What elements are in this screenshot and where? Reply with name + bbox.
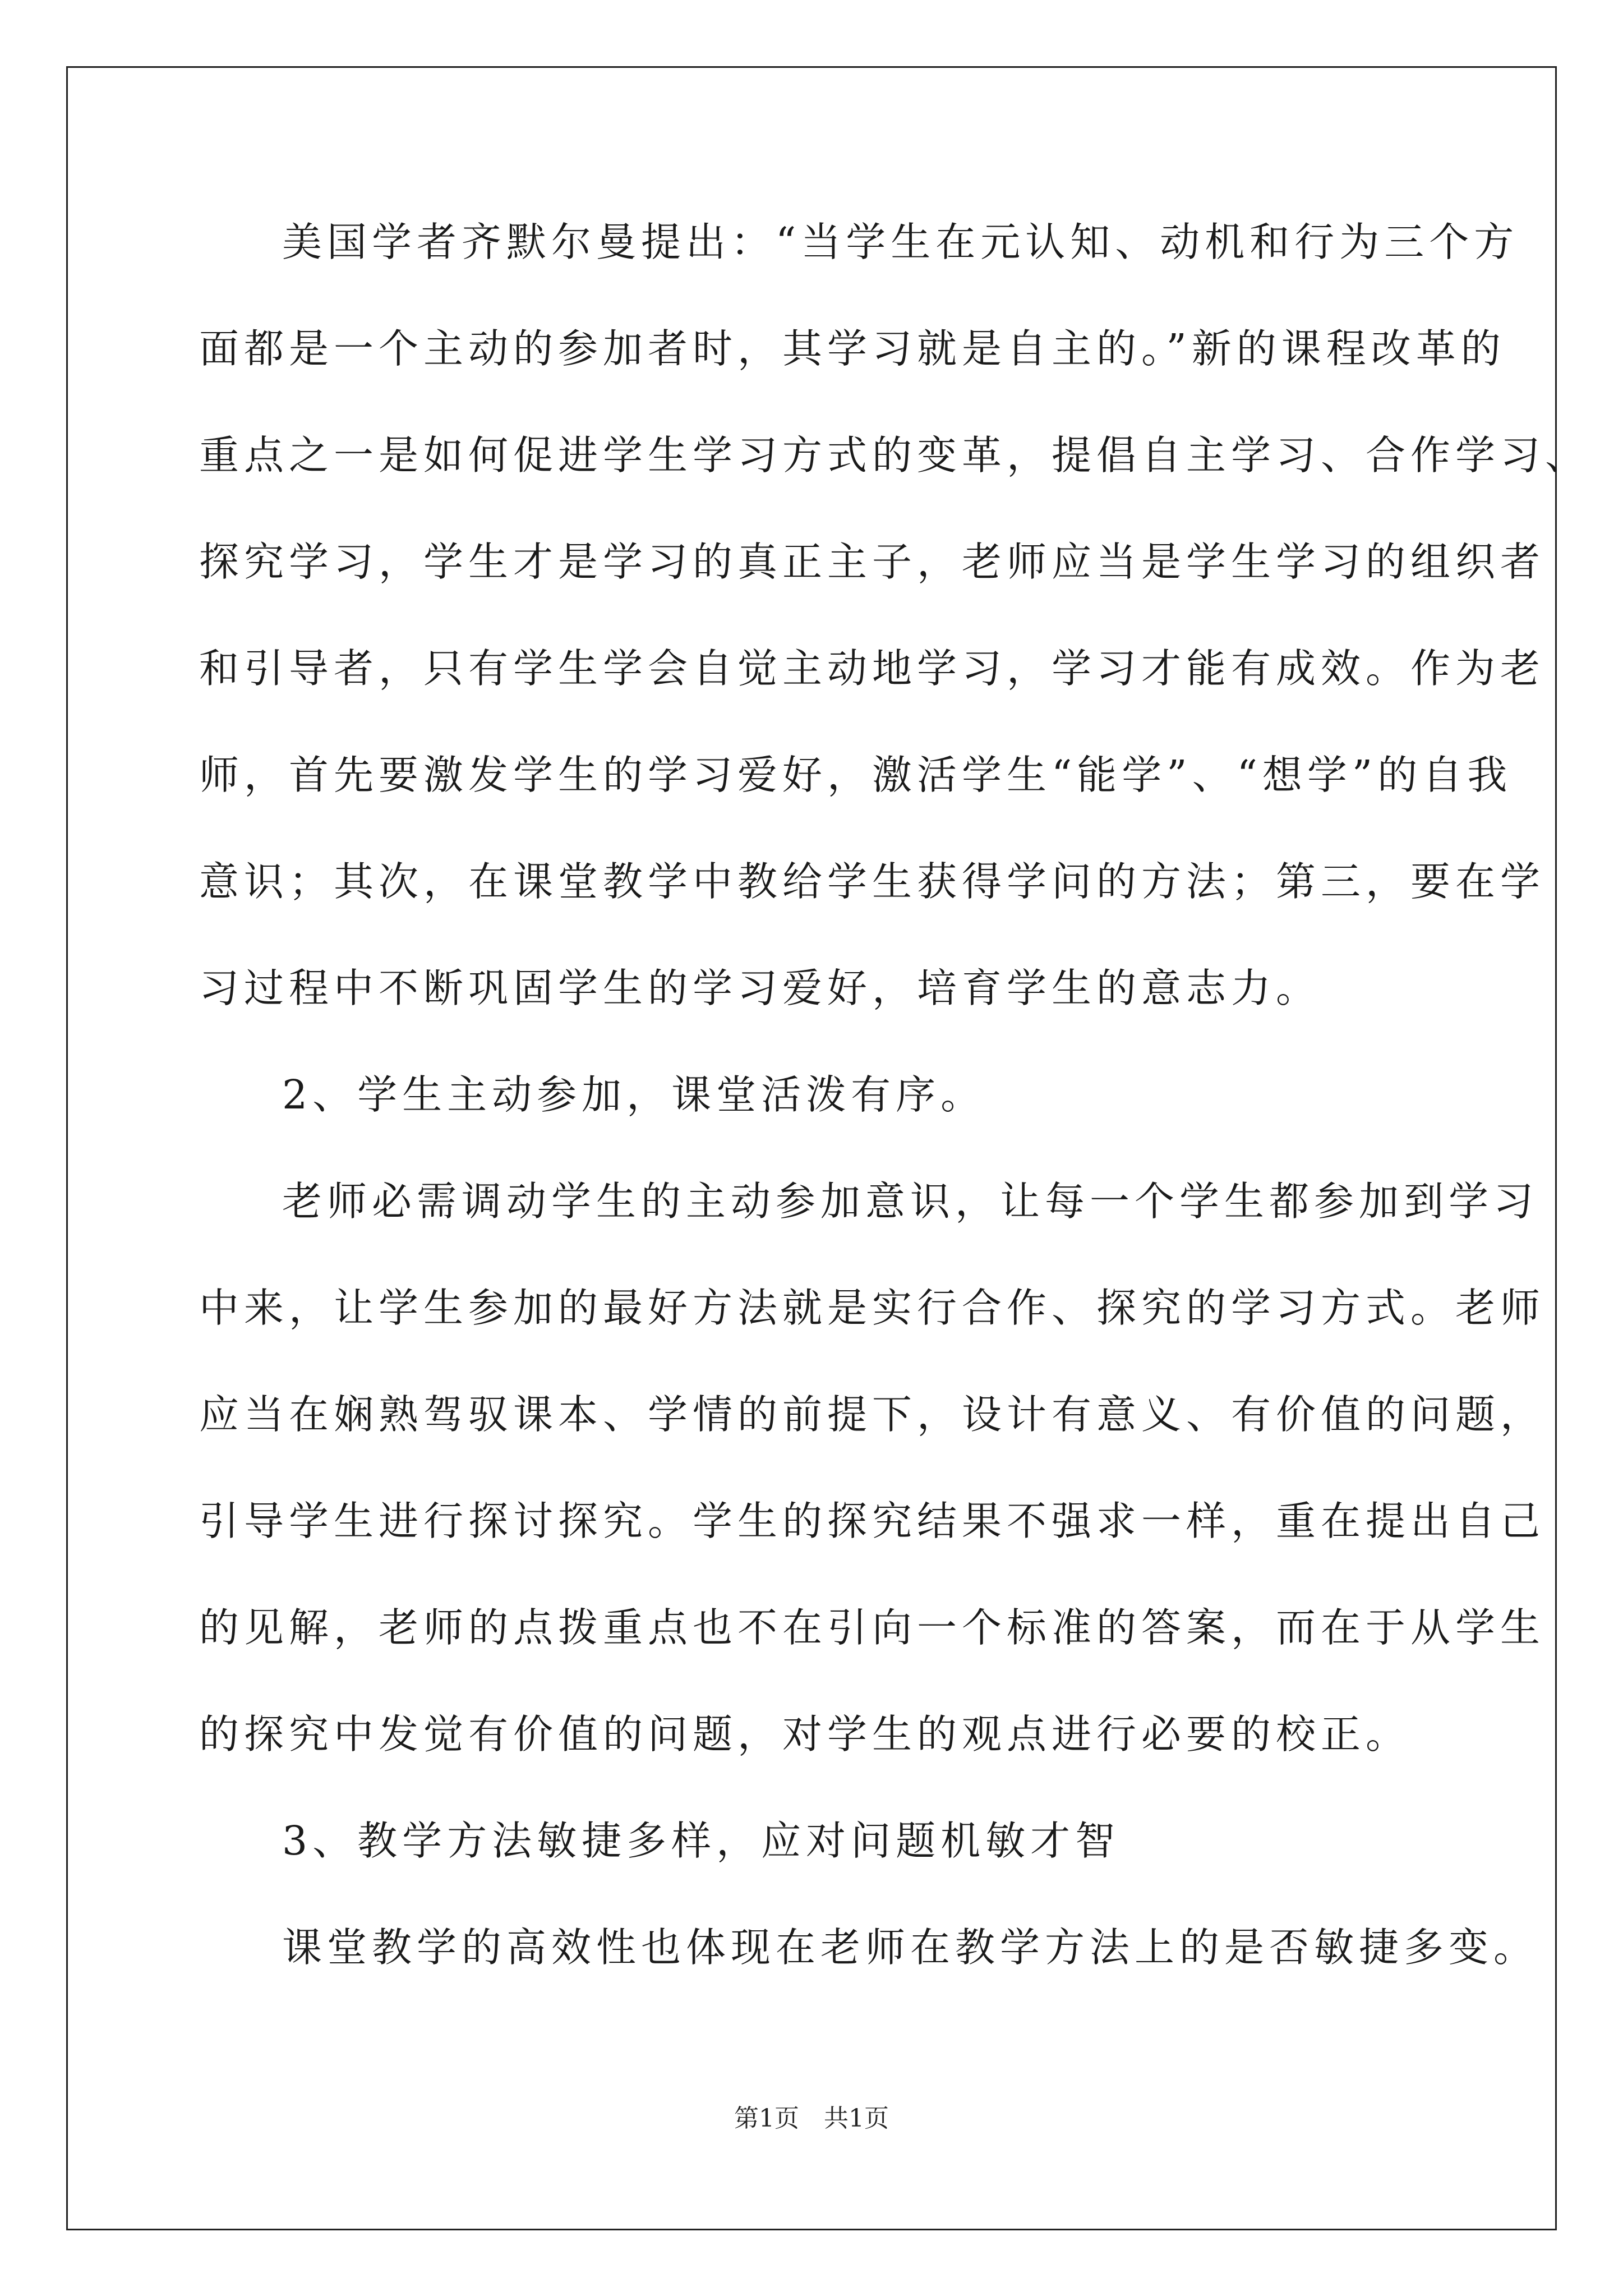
paragraph-1-line-6: 师，首先要激发学生的学习爱好，激活学生“能学”、“想学”的自我 — [199, 752, 1513, 798]
paragraph-1-line-7: 意识；其次，在课堂教学中教给学生获得学问的方法；第三，要在学 — [199, 858, 1546, 905]
page-footer: 第1页 共1页 — [734, 2104, 889, 2133]
section-heading-3: 3、教学方法敏捷多样，应对问题机敏才智 — [282, 1818, 1121, 1864]
paragraph-1-line-8: 习过程中不断巩固学生的学习爱好，培育学生的意志力。 — [199, 965, 1321, 1011]
page-border — [66, 66, 1557, 2230]
paragraph-1-line-5: 和引导者，只有学生学会自觉主动地学习，学习才能有成效。作为老 — [199, 645, 1546, 692]
paragraph-1-line-2: 面都是一个主动的参加者时，其学习就是自主的。”新的课程改革的 — [199, 325, 1506, 372]
paragraph-2-line-6: 的探究中发觉有价值的问题，对学生的观点进行必要的校正。 — [199, 1711, 1411, 1757]
paragraph-2-line-2: 中来，让学生参加的最好方法就是实行合作、探究的学习方式。老师 — [199, 1285, 1546, 1331]
section-heading-2: 2、学生主动参加，课堂活泼有序。 — [282, 1071, 986, 1118]
paragraph-2-line-5: 的见解，老师的点拨重点也不在引向一个标准的答案，而在于从学生 — [199, 1604, 1546, 1651]
paragraph-2-line-4: 引导学生进行探讨探究。学生的探究结果不强求一样，重在提出自己 — [199, 1498, 1546, 1544]
paragraph-2-line-1: 老师必需调动学生的主动参加意识，让每一个学生都参加到学习 — [282, 1178, 1539, 1225]
paragraph-3-line-1: 课堂教学的高效性也体现在老师在教学方法上的是否敏捷多变。 — [282, 1924, 1539, 1971]
paragraph-1-line-1: 美国学者齐默尔曼提出：“当学生在元认知、动机和行为三个方 — [282, 219, 1519, 265]
paragraph-2-line-3: 应当在娴熟驾驭课本、学情的前提下，设计有意义、有价值的问题， — [199, 1391, 1546, 1438]
paragraph-1-line-3: 重点之一是如何促进学生学习方式的变革，提倡自主学习、合作学习、 — [199, 432, 1590, 478]
paragraph-1-line-4: 探究学习，学生才是学习的真正主子，老师应当是学生学习的组织者 — [199, 539, 1546, 585]
